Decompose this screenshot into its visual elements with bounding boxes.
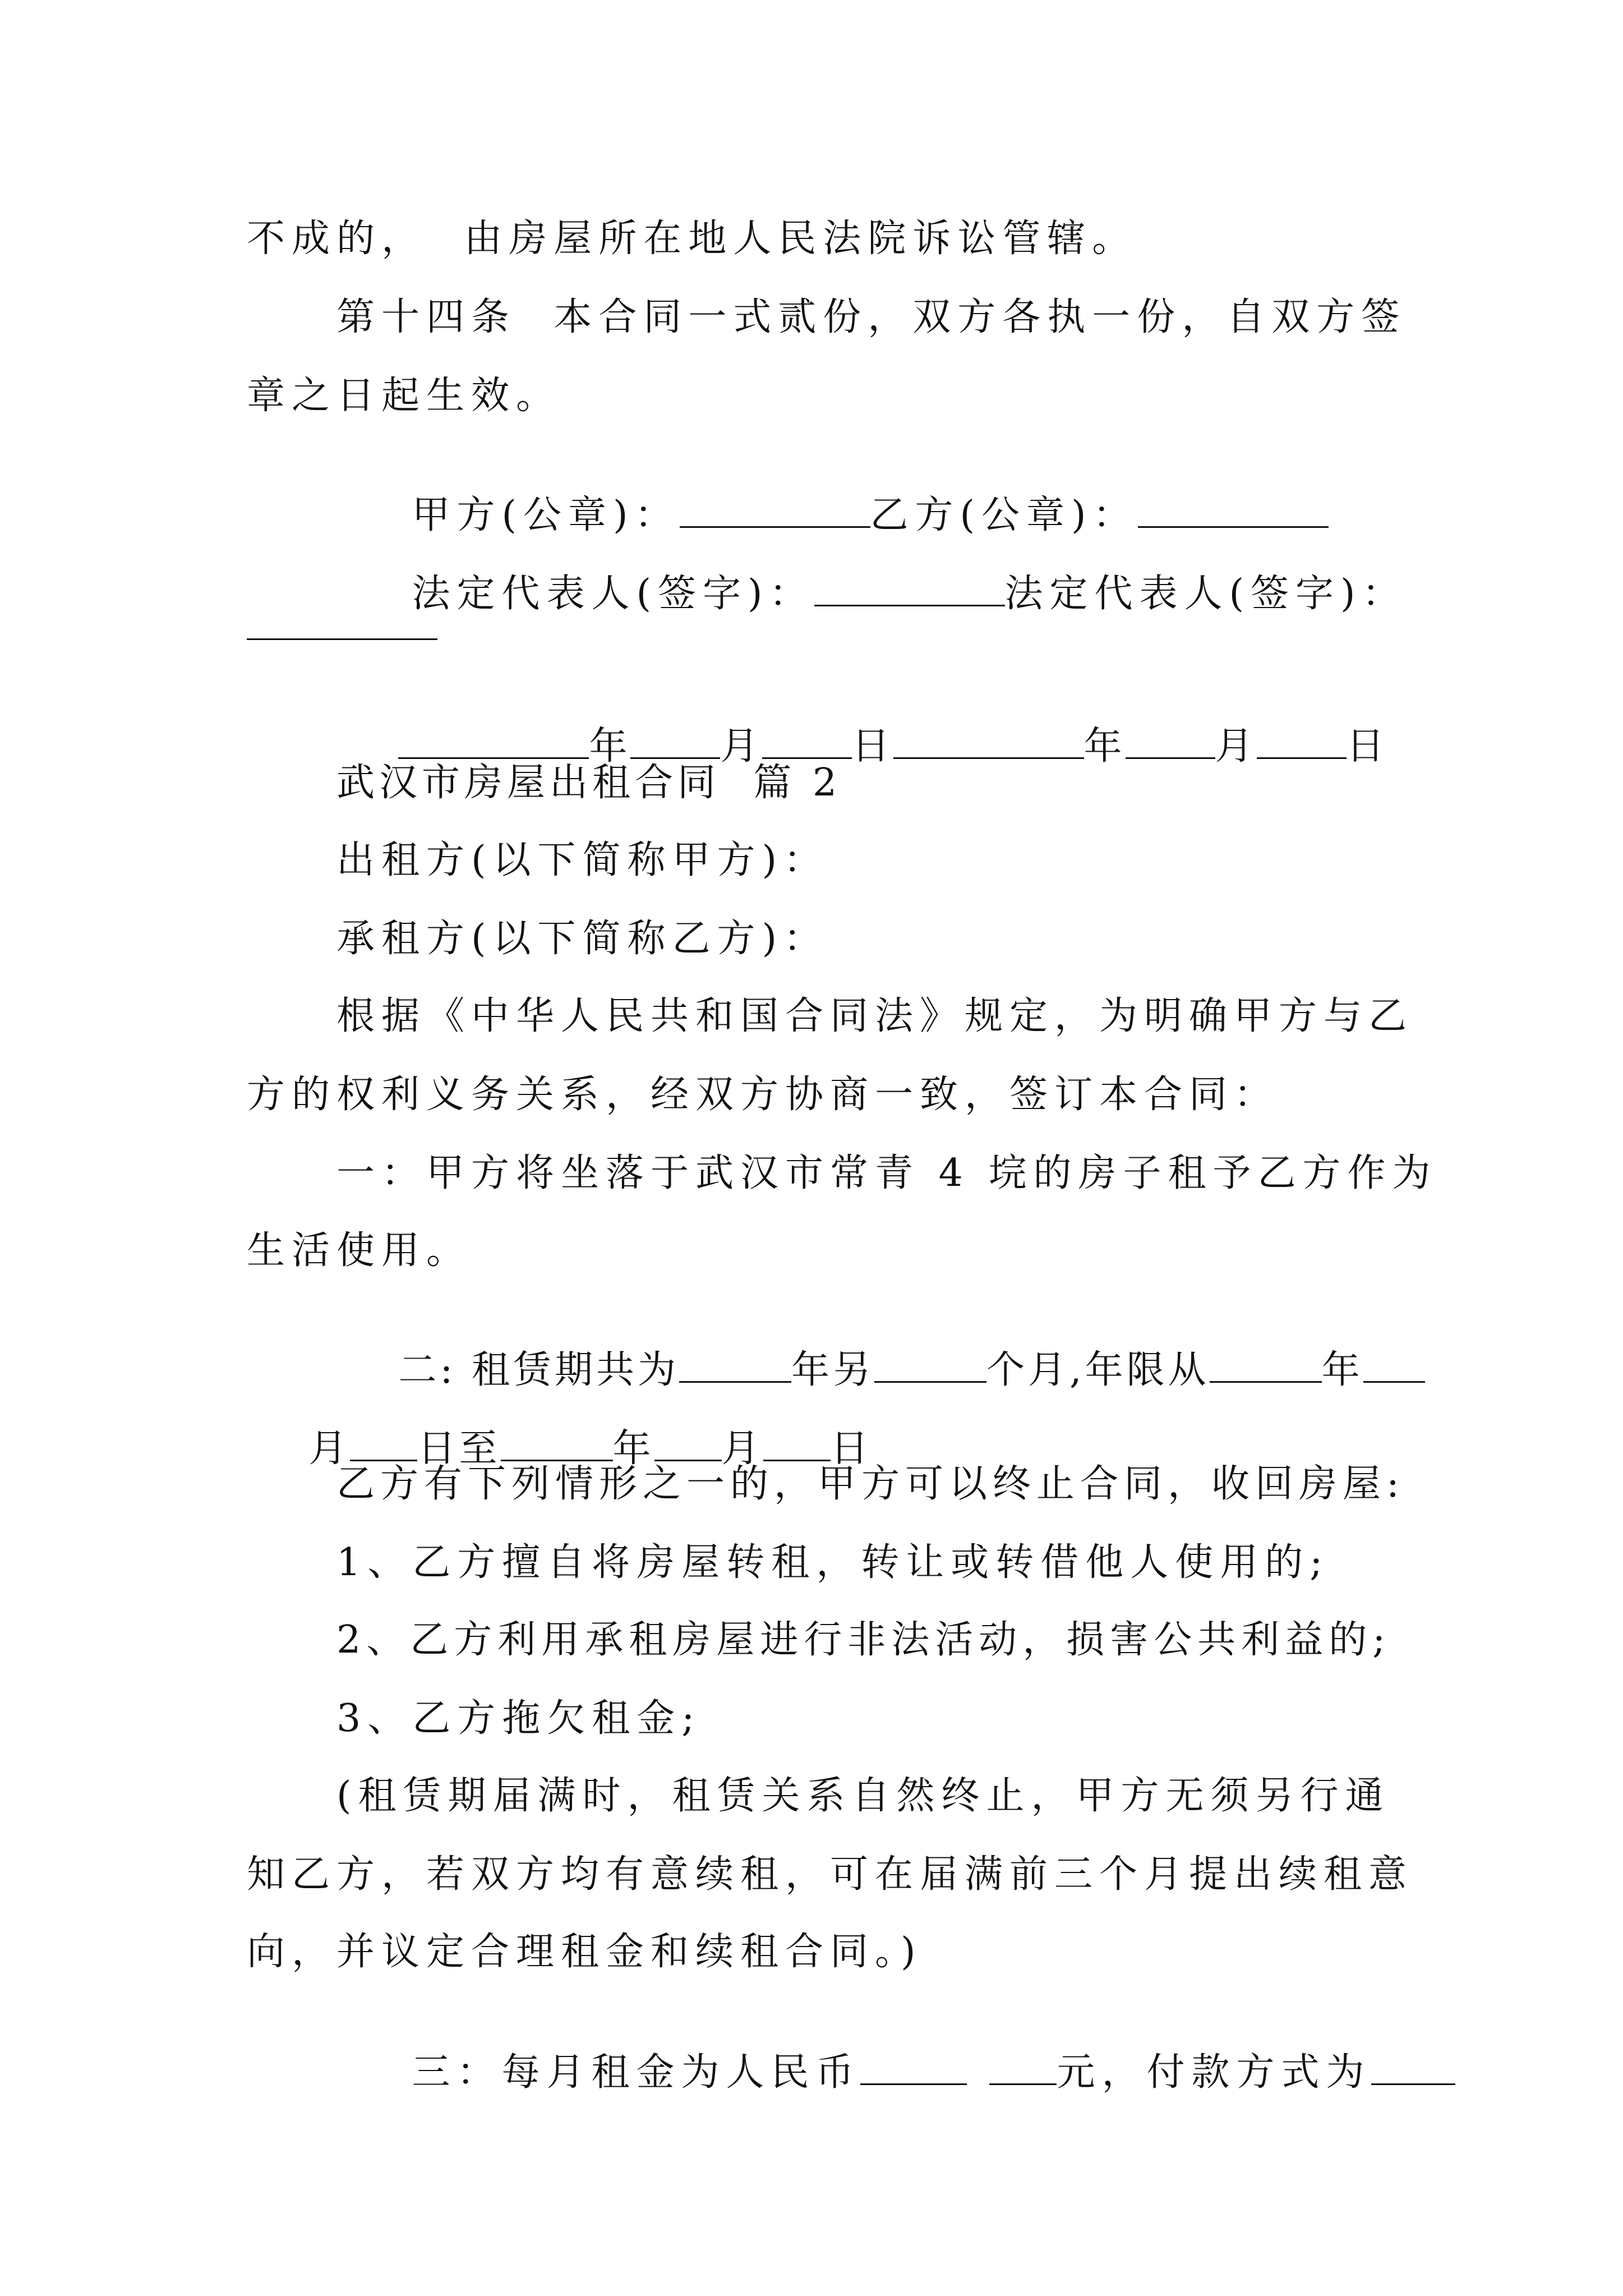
end-month-blank: [654, 1426, 722, 1461]
end-year-label: 年: [612, 1427, 654, 1471]
start-year-blank: [1210, 1347, 1322, 1383]
rent-amount-blank-2: [989, 2050, 1057, 2085]
expiry-note-line-3: 向，并议定合理租金和续租合同。): [247, 1930, 923, 1974]
article-14-line-2: 章之日起生效。: [247, 374, 561, 418]
payment-method-label: 元，付款方式为: [1057, 2050, 1371, 2095]
start-day-to-label: 日至: [417, 1427, 501, 1471]
expiry-note-line-2: 知乙方，若双方均有意续租，可在届满前三个月提出续租意: [247, 1852, 1414, 1897]
party-b-rep-blank: [247, 638, 437, 640]
clause-1-line-2: 生活使用。: [247, 1228, 472, 1273]
lessee-line: 承租方(以下简称乙方)：: [336, 917, 829, 961]
date-b-month-label: 月: [1215, 724, 1257, 769]
payment-method-blank: [1371, 2050, 1455, 2085]
date-b-year-label: 年: [1083, 724, 1126, 769]
termination-item-1: 1、乙方擅自将房屋转租，转让或转借他人使用的;: [336, 1540, 1330, 1585]
date-a-month-blank: [630, 724, 720, 759]
date-b-day-label: 日: [1346, 724, 1388, 769]
date-b-year-blank: [893, 724, 1084, 759]
party-b-seal-blank: [1138, 493, 1329, 528]
clause-1-line-1: 一：甲方将坐落于武汉市常青 4 垸的房子租予乙方作为: [336, 1151, 1437, 1195]
end-month-label: 月: [721, 1427, 763, 1471]
lease-months-blank: [874, 1347, 986, 1383]
rent-amount-blank-1: [860, 2050, 967, 2085]
termination-item-3: 3、乙方拖欠租金;: [336, 1696, 702, 1741]
paragraph-jurisdiction-end: 不成的， 由房屋所在地人民法院诉讼管辖。: [247, 217, 1137, 261]
clause-3-line-1: [336, 2012, 1455, 2130]
party-b-rep-label: 法定代表人(签字)：: [1004, 572, 1407, 616]
lease-from-label: 个月,年限从: [986, 1348, 1210, 1392]
section-title-part-2: 武汉市房屋出租合同 篇 2: [336, 761, 842, 805]
end-year-blank: [501, 1426, 613, 1461]
party-b-seal-label: 乙方(公章)：: [870, 493, 1138, 537]
lease-extra-label: 年另: [791, 1348, 875, 1392]
date-b-day-blank: [1257, 724, 1347, 759]
start-month-label: 月: [308, 1427, 351, 1471]
lease-years-blank: [679, 1347, 791, 1383]
date-b-month-blank: [1126, 724, 1215, 759]
termination-item-2: 2、乙方利用承租房屋进行非法活动，损害公共利益的;: [336, 1618, 1391, 1662]
party-a-rep-blank: [814, 571, 1005, 606]
lessor-line: 出租方(以下简称甲方)：: [336, 838, 829, 882]
date-a-year-label: 年: [589, 724, 631, 769]
start-day-blank: [350, 1426, 417, 1461]
legal-rep-line: [336, 533, 1407, 651]
party-a-seal-blank: [680, 493, 870, 528]
date-a-day-label: 日: [851, 724, 893, 769]
preamble-line-1: 根据《中华人民共和国合同法》规定，为明确甲方与乙: [336, 994, 1414, 1038]
date-a-month-label: 月: [720, 724, 762, 769]
start-year-label: 年: [1321, 1348, 1363, 1392]
end-day-label: 日: [830, 1427, 872, 1471]
expiry-note-line-1: (租赁期届满时，租赁关系自然终止，甲方无须另行通: [336, 1774, 1390, 1818]
preamble-line-2: 方的权利义务关系，经双方协商一致，签订本合同：: [247, 1073, 1279, 1117]
termination-intro: 乙方有下列情形之一的，甲方可以终止合同，收回房屋:: [336, 1462, 1405, 1506]
date-a-day-blank: [762, 724, 852, 759]
party-a-seal-label: 甲方(公章)：: [412, 493, 680, 537]
end-day-blank: [763, 1426, 831, 1461]
date-a-year-blank: [398, 724, 589, 759]
rent-label: 三：每月租金为人民币: [412, 2050, 861, 2095]
party-a-rep-label: 法定代表人(签字)：: [412, 572, 814, 616]
article-14-line-1: 第十四条 本合同一式贰份，双方各执一份，自双方签: [336, 295, 1407, 339]
lease-term-label: 二: 租赁期共为: [398, 1348, 679, 1392]
start-month-blank: [1363, 1347, 1425, 1383]
